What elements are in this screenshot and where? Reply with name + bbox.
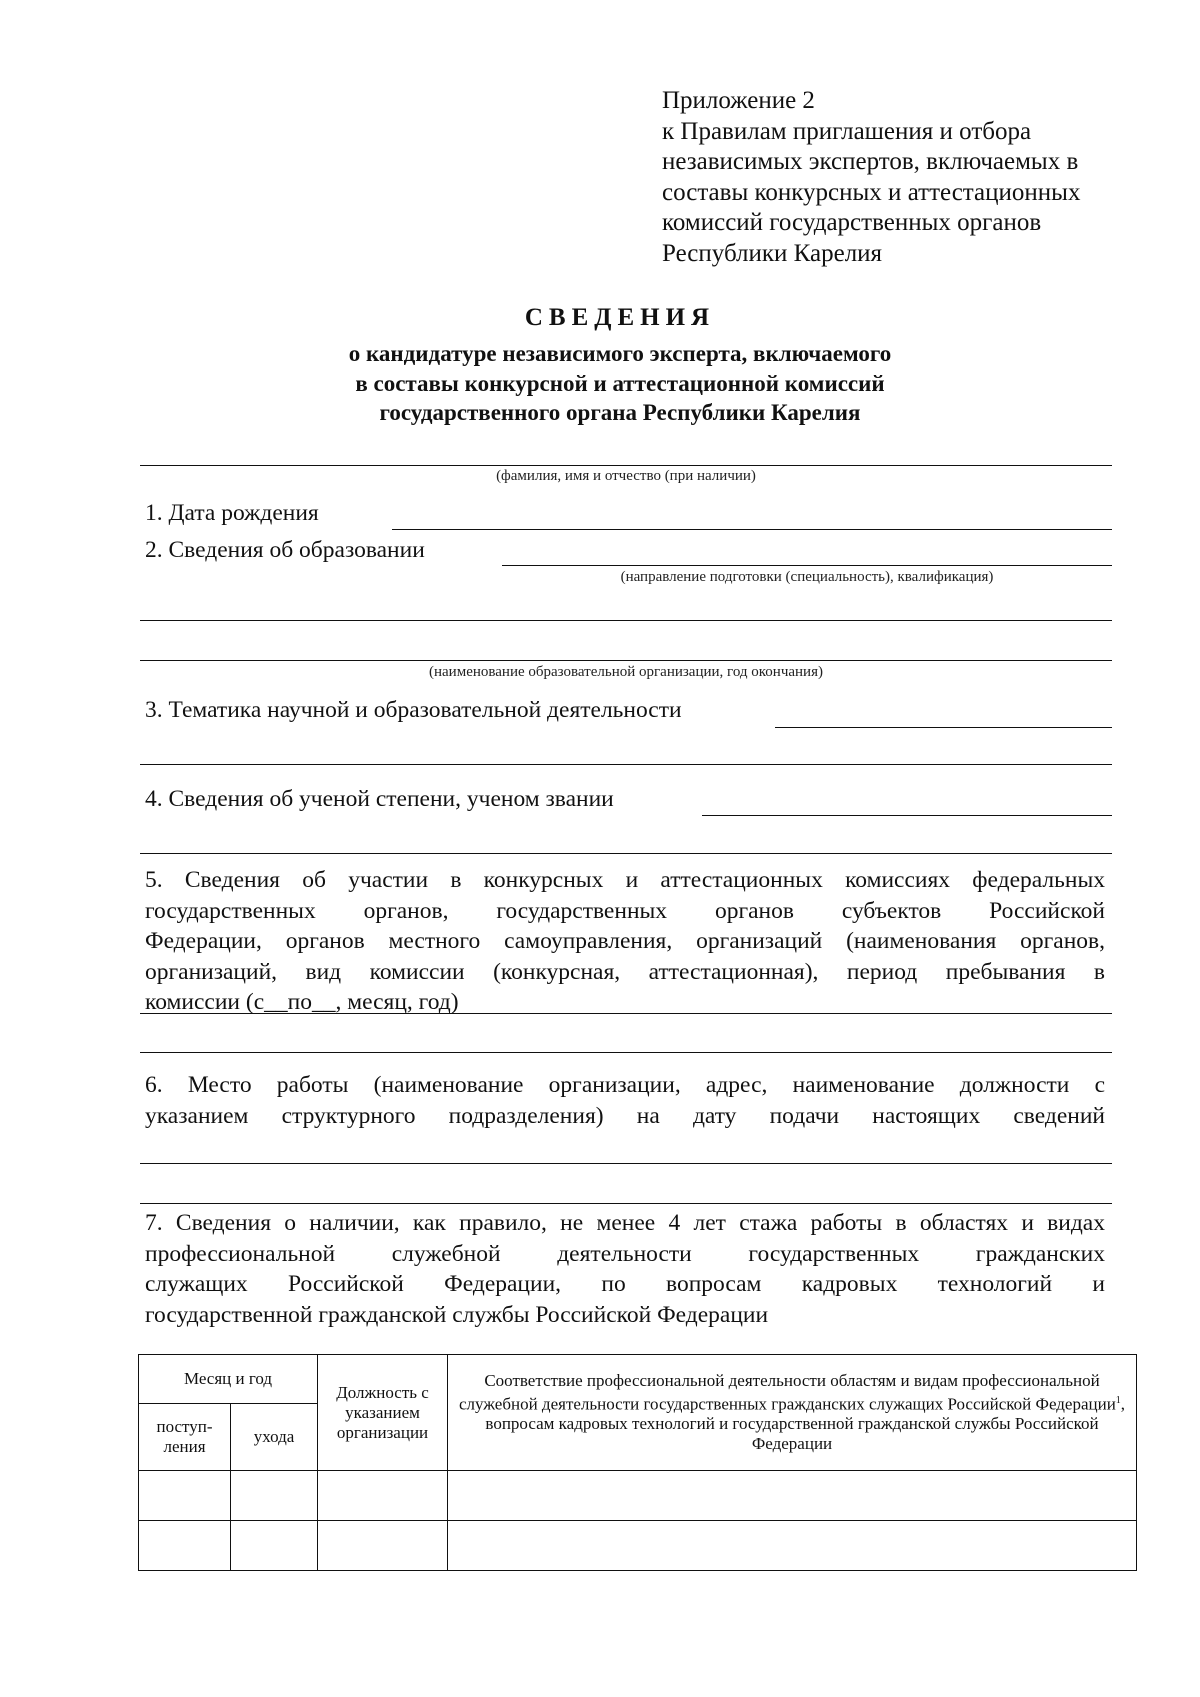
entry-date-cell[interactable]	[139, 1471, 231, 1521]
workplace-field-line[interactable]	[140, 1163, 1112, 1164]
position-header: Должность с указанием организации	[318, 1355, 448, 1471]
entry-date-cell[interactable]	[139, 1521, 231, 1571]
paragraph-line: служащих Российской Федерации, по вопросам кадровых технологий и	[145, 1271, 1105, 1297]
education-field-line-3[interactable]	[140, 660, 1112, 661]
subtitle-line: в составы конкурсной и аттестационной комиссий	[355, 370, 885, 396]
paragraph-line: государственной гражданской службы Российской Федерации	[145, 1301, 769, 1328]
paragraph-line: 6. Место работы (наименование организации, адрес, наименование должности с	[145, 1072, 1105, 1098]
research-label: 3. Тематика научной и образовательной деятельности	[145, 697, 682, 723]
annex-line: к Правилам приглашения и отбора	[662, 117, 1032, 145]
degree-label: 4. Сведения об ученой степени, ученом звании	[145, 786, 614, 812]
commissions-field-line[interactable]	[140, 1013, 1112, 1014]
experience-table	[138, 1354, 1137, 1571]
leave-date-cell[interactable]	[231, 1471, 318, 1521]
table-row	[139, 1471, 1137, 1521]
subtitle-line: о кандидатуре независимого эксперта, включаемого	[348, 341, 892, 366]
paragraph-line: Федерации, органов местного самоуправления, организаций (наименования органов,	[145, 928, 1105, 954]
paragraph-line: 7. Сведения о наличии, как правило, не менее 4 лет стажа работы в областях и видах	[145, 1210, 1105, 1236]
subtitle-line: государственного органа Республики Карелия	[379, 400, 861, 425]
paragraph-line: государственных органов, государственных органов субъектов Российской	[145, 897, 1105, 924]
annex-line: независимых экспертов, включаемых в	[662, 148, 1079, 175]
annex-line: Приложение 2	[662, 87, 815, 114]
paragraph-line: организаций, вид комиссии (конкурсная, аттестационная), период пребывания в	[145, 958, 1105, 985]
paragraph-line: указанием структурного подразделения) на дату подачи настоящих сведений	[145, 1102, 1105, 1129]
fio-field-line[interactable]	[140, 465, 1112, 466]
fio-caption: (фамилия, имя и отчество (при наличии)	[496, 468, 756, 484]
footnote-mark: 1	[1115, 1394, 1121, 1406]
education-label: 2. Сведения об образовании	[145, 537, 425, 563]
education-caption-institution: (наименование образовательной организации, год окончания)	[429, 664, 823, 680]
conformity-text: Соответствие профессиональной деятельности областям и видам профессиональной служебной деятельности государственных гражданских служащих Российской Федерации	[458, 1370, 1116, 1414]
position-cell[interactable]	[318, 1471, 448, 1521]
leave-date-header: ухода	[231, 1404, 318, 1471]
research-field-line-2[interactable]	[140, 764, 1112, 765]
paragraph-line: комиссии (с__по__, месяц, год)	[145, 989, 459, 1015]
conformity-cell[interactable]	[448, 1521, 1137, 1571]
experience-paragraph	[145, 1208, 1105, 1330]
conformity-text-continued: , вопросам кадровых технологий и государственной гражданской службы Российской Федерации	[485, 1394, 1126, 1454]
form-title: СВЕДЕНИЯ	[524, 304, 716, 331]
annex-line: комиссий государственных органов	[662, 209, 1042, 236]
degree-field-line-2[interactable]	[140, 853, 1112, 854]
education-caption-specialty: (направление подготовки (специальность), квалификация)	[620, 569, 994, 585]
month-year-header: Месяц и год	[139, 1355, 318, 1404]
paragraph-line: профессиональной служебной деятельности государственных гражданских	[145, 1240, 1105, 1267]
birth-date-field-line[interactable]	[392, 529, 1112, 530]
degree-field-line[interactable]	[702, 815, 1112, 816]
conformity-header	[448, 1355, 1137, 1471]
education-field-line[interactable]	[502, 565, 1112, 566]
commissions-field-line-2[interactable]	[140, 1052, 1112, 1053]
annex-line: составы конкурсных и аттестационных	[662, 178, 1081, 206]
education-field-line-2[interactable]	[140, 620, 1112, 621]
commissions-paragraph	[145, 865, 1105, 1018]
table-row	[139, 1521, 1137, 1571]
paragraph-line: 5. Сведения об участии в конкурсных и аттестационных комиссиях федеральных	[145, 867, 1105, 893]
annex-header	[662, 86, 1142, 269]
entry-date-header: поступ-ления	[139, 1404, 231, 1471]
form-subtitle	[0, 339, 1200, 428]
position-cell[interactable]	[318, 1521, 448, 1571]
conformity-cell[interactable]	[448, 1471, 1137, 1521]
annex-line: Республики Карелия	[662, 239, 883, 267]
research-field-line[interactable]	[775, 727, 1112, 728]
workplace-field-line-2[interactable]	[140, 1203, 1112, 1204]
leave-date-cell[interactable]	[231, 1521, 318, 1571]
workplace-paragraph	[145, 1070, 1105, 1131]
birth-date-label: 1. Дата рождения	[145, 500, 319, 526]
